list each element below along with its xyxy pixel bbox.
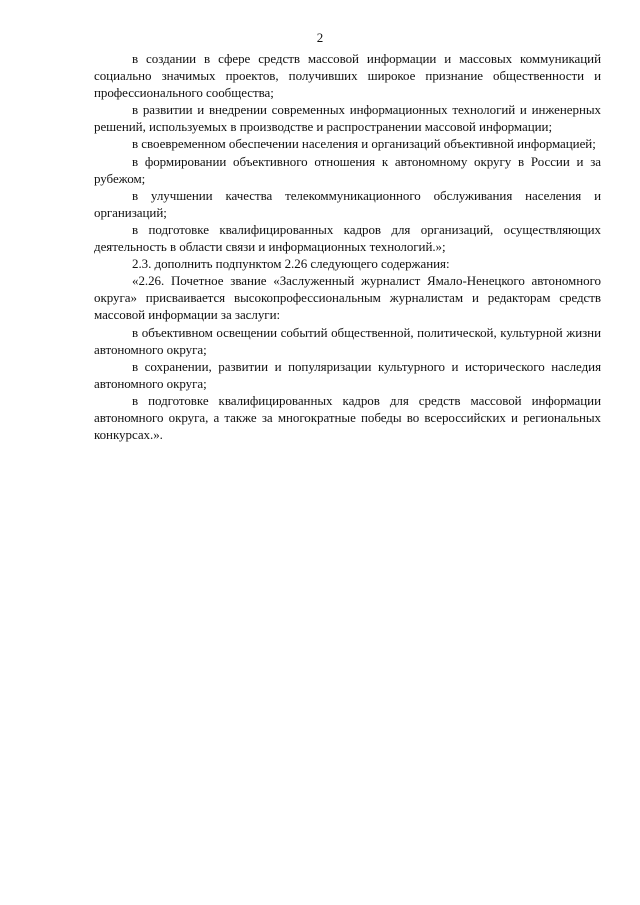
paragraph-info-technologies: в развитии и внедрении современных информационных технологий и инженерных решений, используемых в производстве и распространении массовой информации; <box>94 102 601 135</box>
paragraph-mass-media-projects: в создании в сфере средств массовой информации и массовых коммуникаций социально значимых проектов, получивших широкое признание общественности и профессионального сообщества; <box>94 51 601 101</box>
paragraph-clause-2-26: «2.26. Почетное звание «Заслуженный журналист Ямало-Ненецкого автономного округа» присваивается высокопрофессиональным журналистам и редакторам средств массовой информации за заслуги: <box>94 273 601 323</box>
paragraph-communications-personnel: в подготовке квалифицированных кадров для организаций, осуществляющих деятельность в области связи и информационных технологий.»; <box>94 221 601 255</box>
page-number: 2 <box>316 30 324 45</box>
paragraph-cultural-heritage: в сохранении, развитии и популяризации культурного и исторического наследия автономного округа; <box>94 358 601 391</box>
document-body <box>94 50 601 443</box>
paragraph-objective-coverage: в объективном освещении событий общественной, политической, культурной жизни автономного округа; <box>94 324 601 357</box>
paragraph-objective-attitude: в формировании объективного отношения к автономному округу в России и за рубежом; <box>94 153 601 186</box>
paragraph-timely-information: в своевременном обеспечении населения и организаций объективной информацией; <box>132 136 596 152</box>
paragraph-media-personnel: в подготовке квалифицированных кадров для средств массовой информации автономного округа, а также за многократные победы во всероссийских и региональных конкурсах.». <box>94 392 601 443</box>
paragraph-telecom-quality: в улучшении качества телекоммуникационного обслуживания населения и организаций; <box>94 187 601 220</box>
paragraph-amendment-2-3: 2.3. дополнить подпунктом 2.26 следующего содержания: <box>132 256 450 272</box>
